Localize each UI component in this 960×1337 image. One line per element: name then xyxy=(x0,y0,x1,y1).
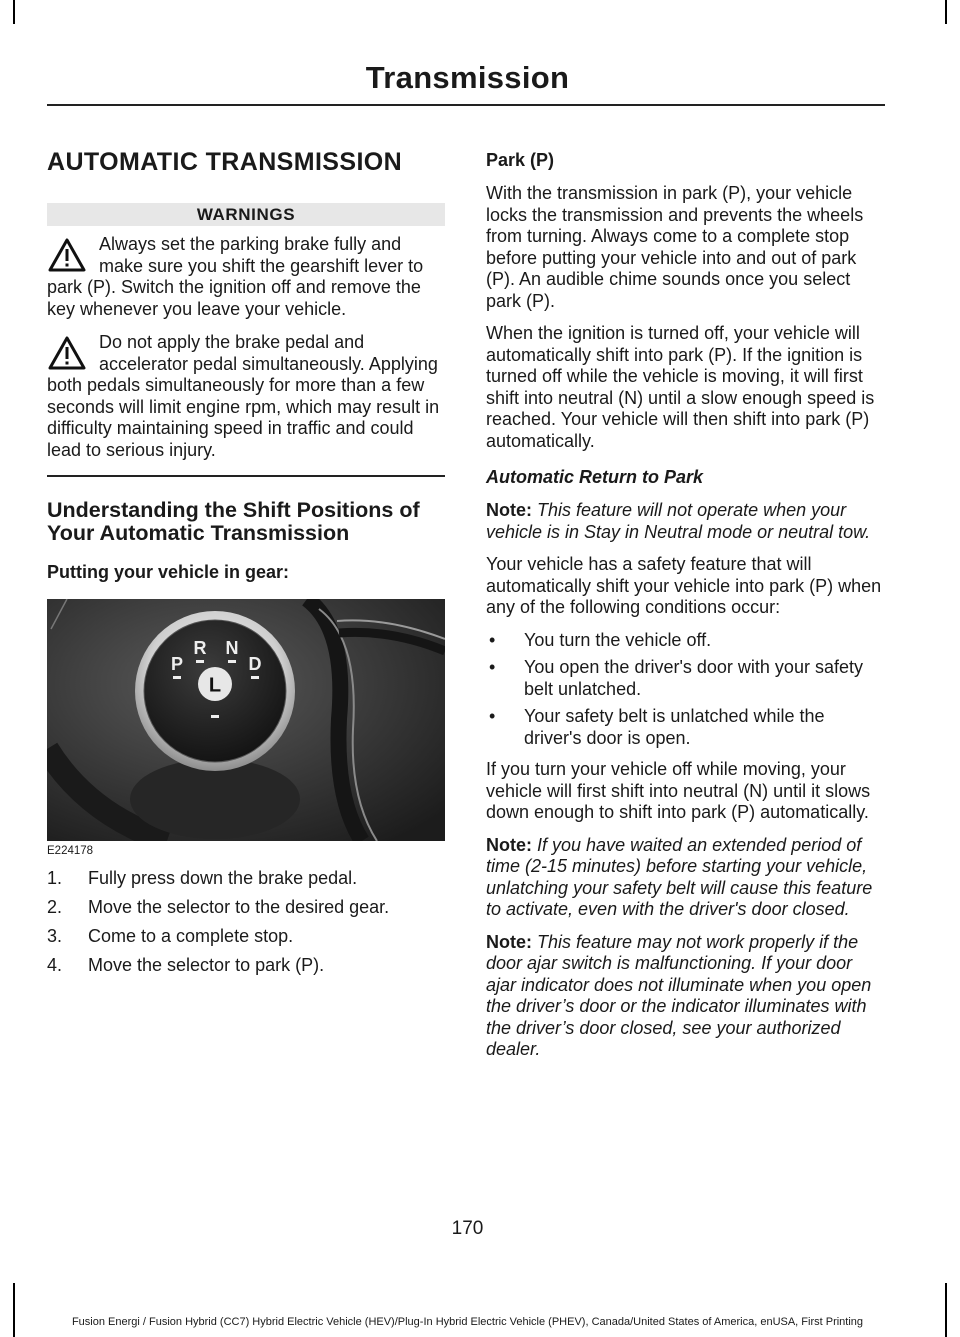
conditions-list xyxy=(486,630,882,750)
left-column xyxy=(47,140,445,983)
step-item xyxy=(47,954,445,976)
step-number: 1. xyxy=(47,867,63,888)
list-item xyxy=(486,657,882,700)
list-item xyxy=(486,630,882,652)
gear-selector-figure xyxy=(47,599,445,841)
list-item-text: You turn the vehicle off. xyxy=(524,629,712,650)
bullet: • xyxy=(489,657,496,677)
note-label: Note: xyxy=(486,834,532,855)
bullet: • xyxy=(489,629,496,650)
step-text: Move the selector to park (P). xyxy=(88,954,325,975)
crop-mark-bottom-right xyxy=(945,1283,947,1337)
warning-item xyxy=(47,234,445,320)
step-item xyxy=(47,867,445,889)
crop-mark-top-left xyxy=(13,0,15,24)
warning-text: Always set the parking brake fully and make sure you shift the gearshift lever to park (P). Switch the ignition off and remove the key whenever you leave your vehicle. xyxy=(47,234,424,319)
dial-label-p: P xyxy=(170,653,184,674)
dial-label-n: N xyxy=(225,637,239,658)
warning-triangle-icon xyxy=(47,234,87,276)
park-heading: Park (P) xyxy=(486,150,555,170)
step-item xyxy=(47,896,445,918)
moving-paragraph: If you turn your vehicle off while moving, your vehicle will first shift into neutral (N) until it slows down enough to shift into park (P) automatically. xyxy=(486,759,871,822)
auto-return-heading: Automatic Return to Park xyxy=(486,467,704,487)
note-3 xyxy=(486,932,882,1061)
step-text: Fully press down the brake pedal. xyxy=(88,867,358,888)
warning-item xyxy=(47,332,445,461)
list-item-text: Your safety belt is unlatched while the driver's door is open. xyxy=(524,706,825,748)
note-1 xyxy=(486,500,882,543)
dial-label-r: R xyxy=(193,637,207,658)
right-column xyxy=(486,140,882,1072)
note-label: Note: xyxy=(486,931,532,952)
bullet: • xyxy=(489,706,496,726)
note-text: This feature will not operate when your vehicle is in Stay in Neutral mode or neutral tow. xyxy=(486,500,871,542)
section-heading: AUTOMATIC TRANSMISSION xyxy=(47,148,403,176)
step-number: 3. xyxy=(47,925,63,946)
section-divider xyxy=(47,475,445,477)
subsection-heading: Understanding the Shift Positions of Your Automatic Transmission xyxy=(47,497,420,545)
rotary-shifter-illustration xyxy=(47,599,445,841)
step-item xyxy=(47,925,445,947)
dial-label-l: L xyxy=(208,674,222,696)
step-text: Come to a complete stop. xyxy=(88,925,294,946)
safety-paragraph: Your vehicle has a safety feature that will automatically shift your vehicle into park (P) when any of the following conditions occur: xyxy=(486,554,882,617)
dial-label-d: D xyxy=(248,653,262,674)
warnings-bar: WARNINGS xyxy=(47,203,445,226)
list-item xyxy=(486,706,882,749)
figure-code: E224178 xyxy=(47,844,94,857)
steps-list xyxy=(47,867,445,976)
warning-triangle-icon xyxy=(47,332,87,374)
note-2 xyxy=(486,835,882,921)
note-text: If you have waited an extended period of time (2-15 minutes) before starting your vehicle, unlatching your safety belt will cause this feature to activate, even with the driver's door closed. xyxy=(486,834,873,919)
gear-heading: Putting your vehicle in gear: xyxy=(47,561,290,582)
header-divider xyxy=(47,104,885,106)
park-paragraph-1: With the transmission in park (P), your vehicle locks the transmission and prevents the wheels from turning. Always come to a complete stop before putting your vehicle into and out of park (P). An audible chime sounds once you select park (P). xyxy=(486,183,864,311)
step-text: Move the selector to the desired gear. xyxy=(88,896,390,917)
note-label: Note: xyxy=(486,500,532,520)
park-paragraph-2: When the ignition is turned off, your vehicle will automatically shift into park (P). If the ignition is turned off while the vehicle is moving, it will first shift into neutral (N) until a slow enough speed is reached. Your vehicle will then shift into park (P) automatically. xyxy=(486,323,875,451)
warning-text: Do not apply the brake pedal and accelerator pedal simultaneously. Applying both pedals simultaneously for more than a few seconds will limit engine rpm, which may result in difficulty maintaining speed in traffic and could lead to serious injury. xyxy=(47,332,440,460)
step-number: 4. xyxy=(47,954,63,975)
crop-mark-top-right xyxy=(945,0,947,24)
step-number: 2. xyxy=(47,896,63,917)
note-text: This feature may not work properly if the door ajar switch is malfunctioning. If your door ajar indicator does not illuminate when you open the driver’s door or the indicator illuminates with the driver’s door closed, see your authorized dealer. xyxy=(486,931,872,1059)
list-item-text: You open the driver's door with your safety belt unlatched. xyxy=(524,657,863,699)
page-number: 170 xyxy=(451,1218,484,1239)
footer-text: Fusion Energi / Fusion Hybrid (CC7) Hybrid Electric Vehicle (HEV)/Plug-In Hybrid Electric Vehicle (PHEV), Canada/United States of America, enUSA, First Printing xyxy=(71,1316,864,1328)
page-title: Transmission xyxy=(365,60,570,95)
crop-mark-bottom-left xyxy=(13,1283,15,1337)
